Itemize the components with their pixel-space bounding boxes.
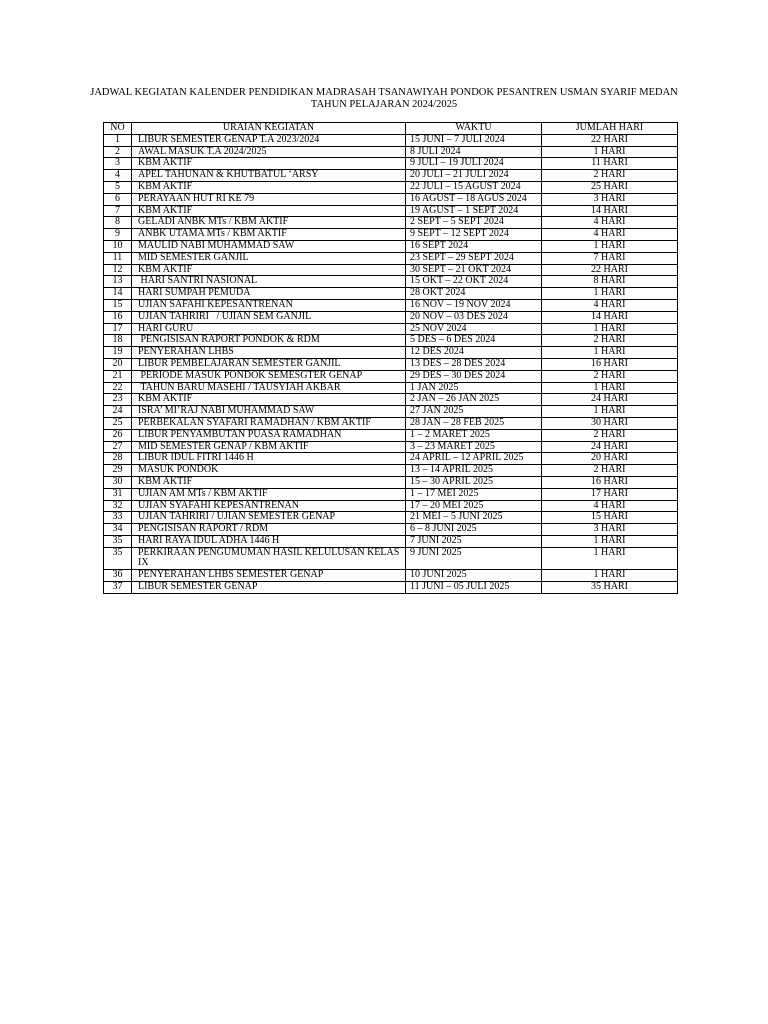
table-row bbox=[104, 488, 678, 500]
row-activity: PERKIRAAN PENGUMUMAN HASIL KELULUSAN KELAS IX bbox=[132, 547, 406, 570]
row-time: 1 JAN 2025 bbox=[406, 382, 542, 394]
table-row bbox=[104, 134, 678, 146]
table-row bbox=[104, 181, 678, 193]
row-time: 9 SEPT – 12 SEPT 2024 bbox=[406, 229, 542, 241]
row-duration: 3 HARI bbox=[542, 524, 678, 536]
row-time: 29 DES – 30 DES 2024 bbox=[406, 370, 542, 382]
row-number: 7 bbox=[104, 205, 132, 217]
row-number: 4 bbox=[104, 170, 132, 182]
row-duration: 20 HARI bbox=[542, 453, 678, 465]
table-row bbox=[104, 382, 678, 394]
row-activity: KBM AKTIF bbox=[132, 181, 406, 193]
row-activity: LIBUR PENYAMBUTAN PUASA RAMADHAN bbox=[132, 429, 406, 441]
row-duration: 3 HARI bbox=[542, 193, 678, 205]
row-duration: 22 HARI bbox=[542, 264, 678, 276]
table-row bbox=[104, 512, 678, 524]
table-row bbox=[104, 547, 678, 570]
table-row bbox=[104, 193, 678, 205]
row-duration: 2 HARI bbox=[542, 429, 678, 441]
row-activity: HARI SUMPAH PEMUDA bbox=[132, 288, 406, 300]
row-activity: ISRA’ MI’RAJ NABI MUHAMMAD SAW bbox=[132, 406, 406, 418]
row-duration: 2 HARI bbox=[542, 465, 678, 477]
row-activity: KBM AKTIF bbox=[132, 158, 406, 170]
table-row bbox=[104, 311, 678, 323]
row-number: 25 bbox=[104, 417, 132, 429]
row-number: 20 bbox=[104, 358, 132, 370]
row-time: 13 DES – 28 DES 2024 bbox=[406, 358, 542, 370]
row-time: 7 JUNI 2025 bbox=[406, 535, 542, 547]
row-activity: PENGISISAN RAPORT PONDOK & RDM bbox=[132, 335, 406, 347]
row-time: 23 SEPT – 29 SEPT 2024 bbox=[406, 252, 542, 264]
row-number: 10 bbox=[104, 240, 132, 252]
table-header-row bbox=[104, 123, 678, 135]
row-duration: 2 HARI bbox=[542, 335, 678, 347]
table-row bbox=[104, 335, 678, 347]
document-title: JADWAL KEGIATAN KALENDER PENDIDIKAN MADRASAH TSANAWIYAH PONDOK PESANTREN USMAN SYARIF MEDAN bbox=[90, 87, 678, 98]
row-duration: 16 HARI bbox=[542, 358, 678, 370]
row-time: 6 – 8 JUNI 2025 bbox=[406, 524, 542, 536]
row-time: 13 – 14 APRIL 2025 bbox=[406, 465, 542, 477]
row-activity: ANBK UTAMA MTs / KBM AKTIF bbox=[132, 229, 406, 241]
schedule-table bbox=[103, 122, 678, 594]
row-time: 8 JULI 2024 bbox=[406, 146, 542, 158]
row-activity: UJIAN AM MTs / KBM AKTIF bbox=[132, 488, 406, 500]
row-activity: KBM AKTIF bbox=[132, 205, 406, 217]
row-activity: PENYERAHAN LHBS bbox=[132, 347, 406, 359]
row-time: 17 – 20 MEI 2025 bbox=[406, 500, 542, 512]
table-row bbox=[104, 217, 678, 229]
row-number: 5 bbox=[104, 181, 132, 193]
row-duration: 1 HARI bbox=[542, 288, 678, 300]
row-number: 19 bbox=[104, 347, 132, 359]
table-row bbox=[104, 429, 678, 441]
row-duration: 4 HARI bbox=[542, 500, 678, 512]
row-number: 27 bbox=[104, 441, 132, 453]
row-number: 18 bbox=[104, 335, 132, 347]
row-time: 12 DES 2024 bbox=[406, 347, 542, 359]
row-time: 1 – 2 MARET 2025 bbox=[406, 429, 542, 441]
row-time: 10 JUNI 2025 bbox=[406, 570, 542, 582]
row-duration: 25 HARI bbox=[542, 181, 678, 193]
document-subtitle: TAHUN PELAJARAN 2024/2025 bbox=[310, 99, 458, 110]
row-time: 2 JAN – 26 JAN 2025 bbox=[406, 394, 542, 406]
row-activity: UJIAN SAFAHI KEPESANTRENAN bbox=[132, 299, 406, 311]
header-activity: URAIAN KEGIATAN bbox=[132, 123, 406, 135]
row-number: 32 bbox=[104, 500, 132, 512]
row-number: 9 bbox=[104, 229, 132, 241]
row-activity: KBM AKTIF bbox=[132, 264, 406, 276]
row-number: 33 bbox=[104, 512, 132, 524]
row-duration: 4 HARI bbox=[542, 217, 678, 229]
row-activity: LIBUR PEMBELAJARAN SEMESTER GANJIL bbox=[132, 358, 406, 370]
row-duration: 7 HARI bbox=[542, 252, 678, 264]
row-duration: 15 HARI bbox=[542, 512, 678, 524]
row-activity: HARI RAYA IDUL ADHA 1446 H bbox=[132, 535, 406, 547]
row-time: 1 – 17 MEI 2025 bbox=[406, 488, 542, 500]
row-number: 31 bbox=[104, 488, 132, 500]
table-row bbox=[104, 441, 678, 453]
row-activity: MASUK PONDOK bbox=[132, 465, 406, 477]
row-duration: 24 HARI bbox=[542, 394, 678, 406]
row-time: 20 JULI – 21 JULI 2024 bbox=[406, 170, 542, 182]
table-row bbox=[104, 358, 678, 370]
row-duration: 35 HARI bbox=[542, 582, 678, 594]
row-time: 9 JULI – 19 JULI 2024 bbox=[406, 158, 542, 170]
row-number: 35 bbox=[104, 547, 132, 570]
row-time: 30 SEPT – 21 OKT 2024 bbox=[406, 264, 542, 276]
row-time: 21 MEI – 5 JUNI 2025 bbox=[406, 512, 542, 524]
row-number: 36 bbox=[104, 570, 132, 582]
table-row bbox=[104, 535, 678, 547]
row-time: 15 – 30 APRIL 2025 bbox=[406, 476, 542, 488]
row-number: 13 bbox=[104, 276, 132, 288]
row-duration: 1 HARI bbox=[542, 347, 678, 359]
row-time: 25 NOV 2024 bbox=[406, 323, 542, 335]
table-row bbox=[104, 570, 678, 582]
row-duration: 4 HARI bbox=[542, 299, 678, 311]
row-number: 1 bbox=[104, 134, 132, 146]
row-activity: MID SEMESTER GANJIL bbox=[132, 252, 406, 264]
header-duration: JUMLAH HARI bbox=[542, 123, 678, 135]
row-number: 34 bbox=[104, 524, 132, 536]
row-activity: UJIAN TAHRIRI / UJIAN SEMESTER GENAP bbox=[132, 512, 406, 524]
row-duration: 1 HARI bbox=[542, 146, 678, 158]
row-number: 16 bbox=[104, 311, 132, 323]
row-time: 24 APRIL – 12 APRIL 2025 bbox=[406, 453, 542, 465]
row-time: 22 JULI – 15 AGUST 2024 bbox=[406, 181, 542, 193]
table-row bbox=[104, 476, 678, 488]
row-number: 12 bbox=[104, 264, 132, 276]
row-time: 5 DES – 6 DES 2024 bbox=[406, 335, 542, 347]
row-duration: 30 HARI bbox=[542, 417, 678, 429]
table-row bbox=[104, 299, 678, 311]
row-duration: 1 HARI bbox=[542, 547, 678, 570]
table-row bbox=[104, 158, 678, 170]
row-activity: PENGISISAN RAPORT / RDM bbox=[132, 524, 406, 536]
table-row bbox=[104, 524, 678, 536]
table-row bbox=[104, 417, 678, 429]
row-duration: 1 HARI bbox=[542, 382, 678, 394]
row-number: 8 bbox=[104, 217, 132, 229]
row-number: 24 bbox=[104, 406, 132, 418]
row-activity: LIBUR IDUL FITRI 1446 H bbox=[132, 453, 406, 465]
row-time: 16 SEPT 2024 bbox=[406, 240, 542, 252]
table-row bbox=[104, 453, 678, 465]
row-activity: LIBUR SEMESTER GENAP T.A 2023/2024 bbox=[132, 134, 406, 146]
row-activity: PENYERAHAN LHBS SEMESTER GENAP bbox=[132, 570, 406, 582]
row-duration: 1 HARI bbox=[542, 535, 678, 547]
row-activity: GELADI ANBK MTs / KBM AKTIF bbox=[132, 217, 406, 229]
row-activity: MAULID NABI MUHAMMAD SAW bbox=[132, 240, 406, 252]
row-activity: KBM AKTIF bbox=[132, 394, 406, 406]
row-duration: 4 HARI bbox=[542, 229, 678, 241]
row-duration: 1 HARI bbox=[542, 240, 678, 252]
row-activity: MID SEMESTER GENAP / KBM AKTIF bbox=[132, 441, 406, 453]
row-number: 26 bbox=[104, 429, 132, 441]
row-activity: TAHUN BARU MASEHI / TAUSYIAH AKBAR bbox=[132, 382, 406, 394]
row-activity: PERBEKALAN SYAFARI RAMADHAN / KBM AKTIF bbox=[132, 417, 406, 429]
row-activity: HARI GURU bbox=[132, 323, 406, 335]
row-time: 11 JUNI – 05 JULI 2025 bbox=[406, 582, 542, 594]
table-row bbox=[104, 500, 678, 512]
row-duration: 24 HARI bbox=[542, 441, 678, 453]
header-time: WAKTU bbox=[406, 123, 542, 135]
row-time: 27 JAN 2025 bbox=[406, 406, 542, 418]
row-number: 37 bbox=[104, 582, 132, 594]
row-duration: 17 HARI bbox=[542, 488, 678, 500]
row-activity: PERAYAAN HUT RI KE 79 bbox=[132, 193, 406, 205]
row-time: 15 OKT – 22 OKT 2024 bbox=[406, 276, 542, 288]
table-row bbox=[104, 370, 678, 382]
row-time: 3 – 23 MARET 2025 bbox=[406, 441, 542, 453]
row-number: 2 bbox=[104, 146, 132, 158]
row-duration: 14 HARI bbox=[542, 311, 678, 323]
row-number: 22 bbox=[104, 382, 132, 394]
row-duration: 14 HARI bbox=[542, 205, 678, 217]
row-number: 30 bbox=[104, 476, 132, 488]
row-activity: HARI SANTRI NASIONAL bbox=[132, 276, 406, 288]
table-row bbox=[104, 264, 678, 276]
table-row bbox=[104, 347, 678, 359]
row-activity: PERIODE MASUK PONDOK SEMESGTER GENAP bbox=[132, 370, 406, 382]
table-row bbox=[104, 276, 678, 288]
row-duration: 22 HARI bbox=[542, 134, 678, 146]
row-number: 28 bbox=[104, 453, 132, 465]
row-time: 28 OKT 2024 bbox=[406, 288, 542, 300]
row-number: 17 bbox=[104, 323, 132, 335]
table-row bbox=[104, 323, 678, 335]
row-number: 14 bbox=[104, 288, 132, 300]
row-time: 19 AGUST – 1 SEPT 2024 bbox=[406, 205, 542, 217]
table-row bbox=[104, 229, 678, 241]
table-row bbox=[104, 288, 678, 300]
row-duration: 1 HARI bbox=[542, 570, 678, 582]
row-activity: APEL TAHUNAN & KHUTBATUL ‘ARSY bbox=[132, 170, 406, 182]
table-row bbox=[104, 582, 678, 594]
row-number: 29 bbox=[104, 465, 132, 477]
row-duration: 16 HARI bbox=[542, 476, 678, 488]
table-row bbox=[104, 146, 678, 158]
table-row bbox=[104, 240, 678, 252]
row-duration: 11 HARI bbox=[542, 158, 678, 170]
row-time: 28 JAN – 28 FEB 2025 bbox=[406, 417, 542, 429]
row-number: 15 bbox=[104, 299, 132, 311]
row-activity: LIBUR SEMESTER GENAP bbox=[132, 582, 406, 594]
row-time: 15 JUNI – 7 JULI 2024 bbox=[406, 134, 542, 146]
row-activity: UJIAN TAHRIRI / UJIAN SEM GANJIL bbox=[132, 311, 406, 323]
row-time: 2 SEPT – 5 SEPT 2024 bbox=[406, 217, 542, 229]
row-time: 16 AGUST – 18 AGUS 2024 bbox=[406, 193, 542, 205]
row-number: 23 bbox=[104, 394, 132, 406]
header-no: NO bbox=[104, 123, 132, 135]
row-time: 9 JUNI 2025 bbox=[406, 547, 542, 570]
table-row bbox=[104, 205, 678, 217]
table-row bbox=[104, 406, 678, 418]
row-time: 16 NOV – 19 NOV 2024 bbox=[406, 299, 542, 311]
row-activity: UJIAN SYAFAHI KEPESANTRENAN bbox=[132, 500, 406, 512]
table-row bbox=[104, 170, 678, 182]
row-duration: 1 HARI bbox=[542, 323, 678, 335]
row-number: 3 bbox=[104, 158, 132, 170]
table-row bbox=[104, 394, 678, 406]
row-activity: KBM AKTIF bbox=[132, 476, 406, 488]
row-time: 20 NOV – 03 DES 2024 bbox=[406, 311, 542, 323]
row-number: 11 bbox=[104, 252, 132, 264]
row-duration: 1 HARI bbox=[542, 406, 678, 418]
table-row bbox=[104, 465, 678, 477]
row-duration: 2 HARI bbox=[542, 370, 678, 382]
row-duration: 8 HARI bbox=[542, 276, 678, 288]
row-number: 21 bbox=[104, 370, 132, 382]
row-activity: AWAL MASUK T.A 2024/2025 bbox=[132, 146, 406, 158]
row-duration: 2 HARI bbox=[542, 170, 678, 182]
row-number: 6 bbox=[104, 193, 132, 205]
row-number: 35 bbox=[104, 535, 132, 547]
table-body bbox=[104, 134, 678, 593]
table-row bbox=[104, 252, 678, 264]
